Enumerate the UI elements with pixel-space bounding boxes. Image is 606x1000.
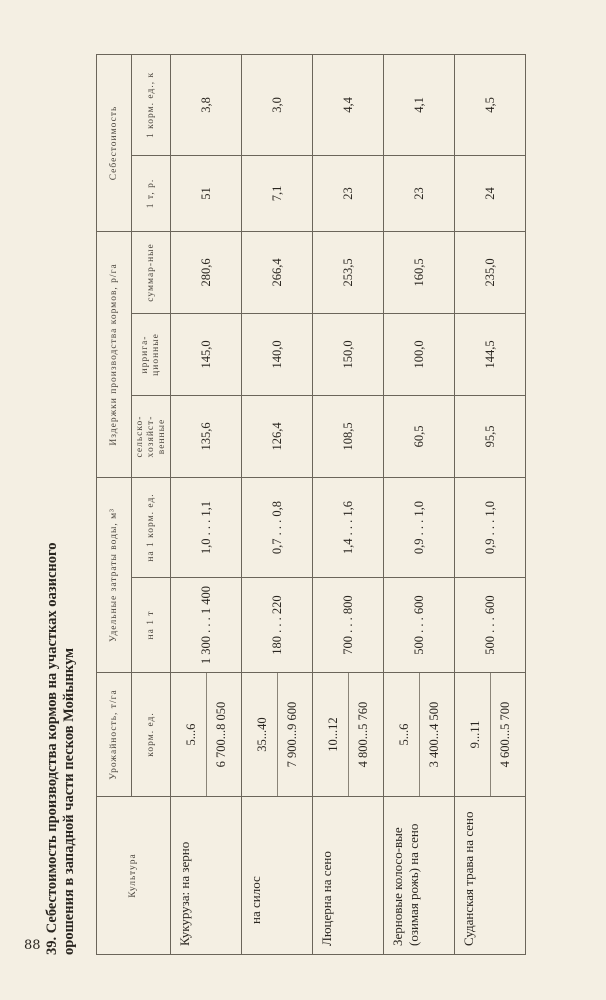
cell-yield-tonnes: 35...40 — [248, 673, 278, 796]
cell-yield — [242, 673, 313, 797]
header-prime-t: 1 т, р. — [132, 155, 171, 231]
cell-prime-t: 23 — [313, 155, 384, 231]
header-cost-irrig: ирригa-ционные — [132, 313, 171, 395]
feed-cost-table — [96, 54, 526, 955]
cell-cost-total: 160,5 — [384, 231, 455, 313]
cell-yield-tonnes: 10...12 — [319, 673, 349, 796]
table-caption — [44, 55, 78, 955]
cell-crop: Суданская трава на сено — [455, 797, 526, 955]
cell-water-per-t: 1 300 . . . 1 400 — [171, 578, 242, 673]
caption-line-2: орошения в западной части песков Мойынкум — [61, 647, 77, 955]
table-container — [96, 55, 556, 955]
cell-prime-t: 51 — [171, 155, 242, 231]
cell-yield-feed-units: 6 700...8 050 — [213, 701, 228, 768]
cell-crop: на силос — [242, 797, 313, 955]
cell-water-per-unit: 0,9 . . . 1,0 — [455, 477, 526, 577]
table-row — [384, 54, 455, 954]
header-water-per-t: на 1 т — [132, 578, 171, 673]
cell-prime-unit: 4,5 — [455, 54, 526, 155]
cell-cost-irrig: 140,0 — [242, 313, 313, 395]
cell-water-per-unit: 0,7 . . . 0,8 — [242, 477, 313, 577]
header-cost-group: Издержки производства кормов, р/га — [97, 231, 132, 477]
cell-prime-t: 24 — [455, 155, 526, 231]
cell-water-per-t: 700 . . . 800 — [313, 578, 384, 673]
cell-cost-agri: 126,4 — [242, 395, 313, 477]
cell-cost-agri: 95,5 — [455, 395, 526, 477]
header-cost-total: суммар-ные — [132, 231, 171, 313]
table-row — [171, 54, 242, 954]
header-yield-group: Урожайность, т/га — [97, 673, 132, 797]
cell-yield-tonnes: 5...6 — [177, 673, 207, 796]
cell-yield-feed-units: 4 600...5 700 — [497, 701, 512, 768]
table-row — [455, 54, 526, 954]
cell-crop: Кукуруза: на зерно — [171, 797, 242, 955]
cell-water-per-t: 180 . . . 220 — [242, 578, 313, 673]
cell-prime-unit: 3,0 — [242, 54, 313, 155]
header-yield-sub: корм. ед. — [132, 673, 171, 797]
cell-cost-agri: 108,5 — [313, 395, 384, 477]
caption-line-1: 39. Себестоимость производства кормов на участках оазисного — [44, 542, 60, 955]
table-row — [242, 54, 313, 954]
cell-yield — [313, 673, 384, 797]
cell-yield — [455, 673, 526, 797]
cell-prime-unit: 3,8 — [171, 54, 242, 155]
cell-crop: Зерновые колосо-вые (озимая рожь) на сено — [384, 797, 455, 955]
header-cost-agri: сельско-хозяйст-венные — [132, 395, 171, 477]
cell-yield — [384, 673, 455, 797]
cell-cost-irrig: 144,5 — [455, 313, 526, 395]
cell-water-per-unit: 1,4 . . . 1,6 — [313, 477, 384, 577]
header-prime-unit: 1 корм. ед., к — [132, 54, 171, 155]
cell-water-per-t: 500 . . . 600 — [455, 578, 526, 673]
cell-prime-t: 7,1 — [242, 155, 313, 231]
header-row-1 — [97, 54, 132, 954]
table-row — [313, 54, 384, 954]
cell-cost-total: 280,6 — [171, 231, 242, 313]
cell-yield — [171, 673, 242, 797]
header-water-per-unit: на 1 корм. ед. — [132, 477, 171, 577]
header-water-group: Удельные затраты воды, м³ — [97, 477, 132, 672]
page-number: 88 — [24, 938, 41, 953]
cell-cost-total: 253,5 — [313, 231, 384, 313]
cell-prime-t: 23 — [384, 155, 455, 231]
cell-yield-feed-units: 4 800...5 760 — [355, 701, 370, 768]
cell-cost-total: 266,4 — [242, 231, 313, 313]
cell-crop: Люцерна на сено — [313, 797, 384, 955]
cell-cost-irrig: 100,0 — [384, 313, 455, 395]
cell-prime-unit: 4,4 — [313, 54, 384, 155]
header-crop: Культура — [97, 797, 171, 955]
cell-cost-irrig: 145,0 — [171, 313, 242, 395]
cell-yield-feed-units: 7 900...9 600 — [284, 701, 299, 768]
cell-prime-unit: 4,1 — [384, 54, 455, 155]
cell-yield-feed-units: 3 400...4 500 — [426, 701, 441, 768]
rotated-page-content — [40, 55, 560, 955]
cell-water-per-unit: 0,9 . . . 1,0 — [384, 477, 455, 577]
header-prime-cost-group: Себестоимость — [97, 54, 132, 231]
cell-cost-irrig: 150,0 — [313, 313, 384, 395]
cell-cost-total: 235,0 — [455, 231, 526, 313]
cell-cost-agri: 135,6 — [171, 395, 242, 477]
cell-water-per-unit: 1,0 . . . 1,1 — [171, 477, 242, 577]
cell-water-per-t: 500 . . . 600 — [384, 578, 455, 673]
cell-yield-tonnes: 9...11 — [461, 673, 491, 796]
cell-yield-tonnes: 5...6 — [390, 673, 420, 796]
cell-cost-agri: 60,5 — [384, 395, 455, 477]
